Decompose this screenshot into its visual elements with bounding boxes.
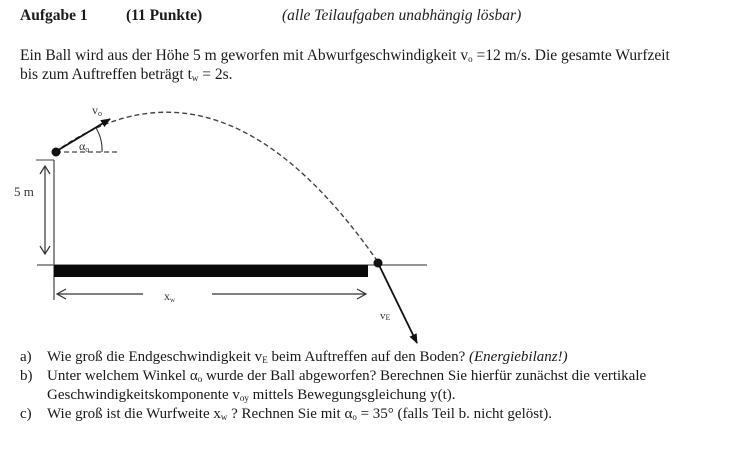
subscript: w	[220, 412, 228, 422]
question-text: ? Rechnen Sie mit α	[227, 406, 353, 422]
question-text: Wie groß ist die Wurfweite x	[47, 406, 221, 422]
task-points: (11 Punkte)	[126, 7, 203, 24]
question-text: Geschwindigkeitskomponente v	[47, 387, 240, 403]
v0-label: vo	[92, 103, 102, 118]
alpha-label: αo	[79, 139, 90, 154]
trajectory-curve	[55, 112, 378, 262]
subscript: w	[191, 73, 199, 83]
ball-start-icon	[52, 148, 61, 157]
task-title: Aufgabe 1	[20, 7, 88, 24]
subscript: o	[468, 54, 473, 64]
question-letter: c)	[20, 406, 32, 422]
question-letter: b)	[20, 368, 33, 384]
question-hint: (Energiebilanz!)	[469, 349, 568, 365]
ground-bar	[54, 265, 368, 277]
subscript: o	[352, 412, 357, 422]
question-text: Wie groß die Endgeschwindigkeit v	[47, 349, 263, 365]
xw-label: xw	[164, 289, 176, 304]
intro-text: Ein Ball wird aus der Höhe 5 m geworfen mit Abwurfgeschwindigkeit v	[20, 47, 469, 64]
question-a	[20, 348, 740, 367]
question-text: mittels Bewegungsgleichung y(t).	[248, 387, 456, 403]
subscript: oy	[239, 393, 249, 403]
question-text: wurde der Ball abgeworfen? Berechnen Sie hierfür zunächst die vertikale	[202, 368, 647, 384]
task-note: (alle Teilaufgaben unabhängig lösbar)	[282, 7, 522, 24]
intro-line-2	[20, 65, 740, 84]
question-letter: a)	[20, 349, 32, 365]
subscript: E	[262, 355, 268, 365]
height-label: 5 m	[14, 184, 34, 199]
subscript: o	[197, 374, 203, 384]
vE-label: vE	[380, 310, 391, 322]
projectile-diagram	[0, 90, 460, 350]
question-list	[20, 348, 740, 424]
intro-text: =12 m/s. Die gesamte Wurfzeit	[472, 47, 670, 64]
intro-text: bis zum Auftreffen beträgt t	[20, 66, 192, 83]
question-text: Unter welchem Winkel α	[47, 368, 198, 384]
vE-arrow-icon	[378, 263, 417, 343]
question-b	[20, 367, 740, 405]
angle-arc-icon	[96, 128, 102, 152]
question-text: = 35° (falls Teil b. nicht gelöst).	[356, 406, 552, 422]
intro-text: = 2s.	[198, 66, 233, 83]
question-text: beim Auftreffen auf den Boden?	[267, 349, 470, 365]
intro-line-1	[20, 46, 740, 65]
problem-statement	[20, 46, 740, 84]
question-c	[20, 405, 740, 424]
